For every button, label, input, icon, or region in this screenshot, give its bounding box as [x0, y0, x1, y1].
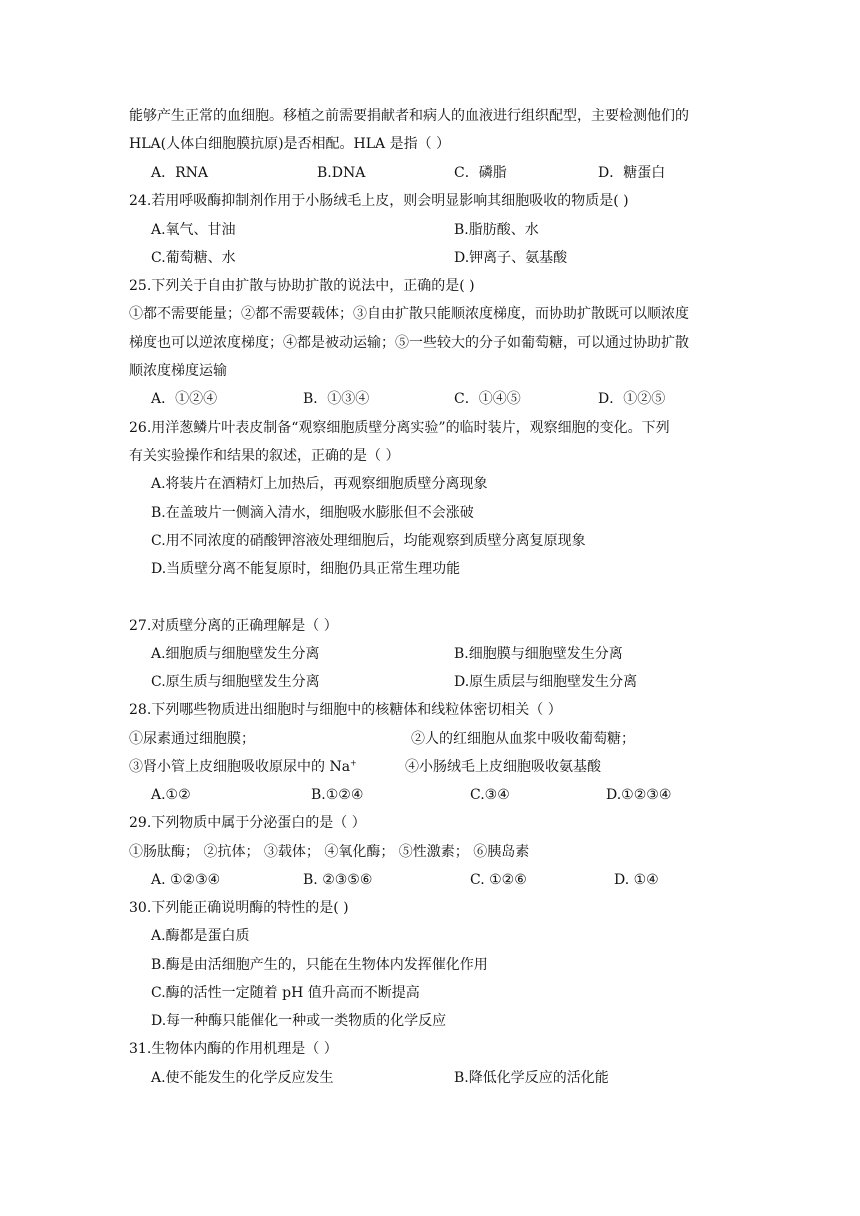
- q25-statement-line-1: ①都不需要能量；②都不需要载体；③自由扩散只能顺浓度梯度，而协助扩散既可以顺浓度: [129, 306, 689, 322]
- q25-statement-line-2: 梯度也可以逆浓度梯度；④都是被动运输；⑤一些较大的分子如葡萄糖，可以通过协助扩散: [129, 335, 689, 351]
- q25-stem: 25.下列关于自由扩散与协助扩散的说法中，正确的是( ): [129, 278, 475, 294]
- q28-statement-4: ④小肠绒毛上皮细胞吸收氨基酸: [405, 759, 601, 775]
- q30-option-b: B.酶是由活细胞产生的，只能在生物体内发挥催化作用: [151, 957, 488, 973]
- q28-statement-3-superscript: +: [350, 758, 357, 768]
- q31-stem: 31.生物体内酶的作用机理是（ ）: [129, 1041, 338, 1057]
- q23-stem-line-1: 能够产生正常的血细胞。移植之前需要捐献者和病人的血液进行组织配型，主要检测他们的: [129, 108, 689, 124]
- q29-stem: 29.下列物质中属于分泌蛋白的是（ ）: [129, 815, 366, 831]
- q30-stem: 30.下列能正确说明酶的特性的是( ): [129, 900, 349, 916]
- q27-option-c: C.原生质与细胞壁发生分离: [151, 674, 320, 690]
- q28-option-d: D.①②③④: [606, 787, 672, 803]
- q24-option-c: C.葡萄糖、水: [151, 250, 236, 266]
- q31-option-a: A.使不能发生的化学反应发生: [151, 1070, 334, 1086]
- q27-option-b: B.细胞膜与细胞壁发生分离: [454, 646, 623, 662]
- q24-option-b: B.脂肪酸、水: [454, 222, 539, 238]
- q26-option-c: C.用不同浓度的硝酸钾溶液处理细胞后，均能观察到质壁分离复原现象: [151, 533, 586, 549]
- q28-statement-3-text: ③肾小管上皮细胞吸收原尿中的 Na: [129, 759, 351, 775]
- q26-option-b: B.在盖玻片一侧滴入清水，细胞吸水膨胀但不会涨破: [151, 505, 474, 521]
- q30-option-c: C.酶的活性一定随着 pH 值升高而不断提高: [151, 985, 420, 1001]
- q31-option-b: B.降低化学反应的活化能: [454, 1070, 609, 1086]
- q27-option-d: D.原生质层与细胞壁发生分离: [454, 674, 638, 690]
- q27-stem: 27.对质壁分离的正确理解是（ ）: [129, 618, 338, 634]
- q25-option-a: A．①②④: [151, 391, 218, 407]
- q28-option-a: A.①②: [151, 787, 191, 803]
- q23-option-a: A．RNA: [151, 165, 209, 181]
- q28-option-b: B.①②④: [311, 787, 364, 803]
- q27-option-a: A.细胞质与细胞壁发生分离: [151, 646, 320, 662]
- q25-option-c: C．①④⑤: [454, 391, 521, 407]
- q29-statement: ①肠肽酶； ②抗体； ③载体； ④氧化酶； ⑤性激素； ⑥胰岛素: [129, 844, 530, 860]
- q29-option-b: B. ②③⑤⑥: [303, 872, 373, 888]
- q28-statement-1: ①尿素通过细胞膜；: [129, 731, 255, 747]
- q29-option-d: D. ①④: [614, 872, 659, 888]
- q25-option-b: B．①③④: [303, 391, 370, 407]
- q24-stem: 24.若用呼吸酶抑制剂作用于小肠绒毛上皮，则会明显影响其细胞吸收的物质是( ): [129, 193, 629, 209]
- q23-option-c: C．磷脂: [454, 165, 507, 181]
- q26-stem-line-2: 有关实验操作和结果的叙述，正确的是（ ）: [129, 448, 400, 464]
- q29-option-c: C. ①②⑥: [470, 872, 527, 888]
- q24-option-a: A.氧气、甘油: [151, 222, 236, 238]
- q23-stem-line-2: HLA(人体白细胞膜抗原)是否相配。HLA 是指（ ）: [129, 136, 451, 152]
- q26-option-d: D.当质壁分离不能复原时，细胞仍具正常生理功能: [151, 561, 461, 577]
- q28-option-c: C.③④: [470, 787, 510, 803]
- q30-option-d: D.每一种酶只能催化一种或一类物质的化学反应: [151, 1013, 447, 1029]
- q28-statement-2: ②人的红细胞从血浆中吸收葡萄糖；: [411, 731, 635, 747]
- q24-option-d: D.钾离子、氨基酸: [454, 250, 568, 266]
- q26-option-a: A.将装片在酒精灯上加热后，再观察细胞质壁分离现象: [151, 476, 488, 492]
- q29-option-a: A. ①②③④: [151, 872, 221, 888]
- q23-option-d: D．糖蛋白: [598, 165, 666, 181]
- q25-option-d: D．①②⑤: [598, 391, 666, 407]
- q30-option-a: A.酶都是蛋白质: [151, 928, 250, 944]
- q28-stem: 28.下列哪些物质进出细胞时与细胞中的核糖体和线粒体密切相关（ ）: [129, 702, 562, 718]
- q25-statement-line-3: 顺浓度梯度运输: [129, 363, 227, 379]
- q28-statement-3: [129, 757, 357, 777]
- q26-stem-line-1: 26.用洋葱鳞片叶表皮制备“观察细胞质壁分离实验”的临时装片，观察细胞的变化。下列: [129, 420, 670, 436]
- q23-option-b: B.DNA: [317, 165, 366, 181]
